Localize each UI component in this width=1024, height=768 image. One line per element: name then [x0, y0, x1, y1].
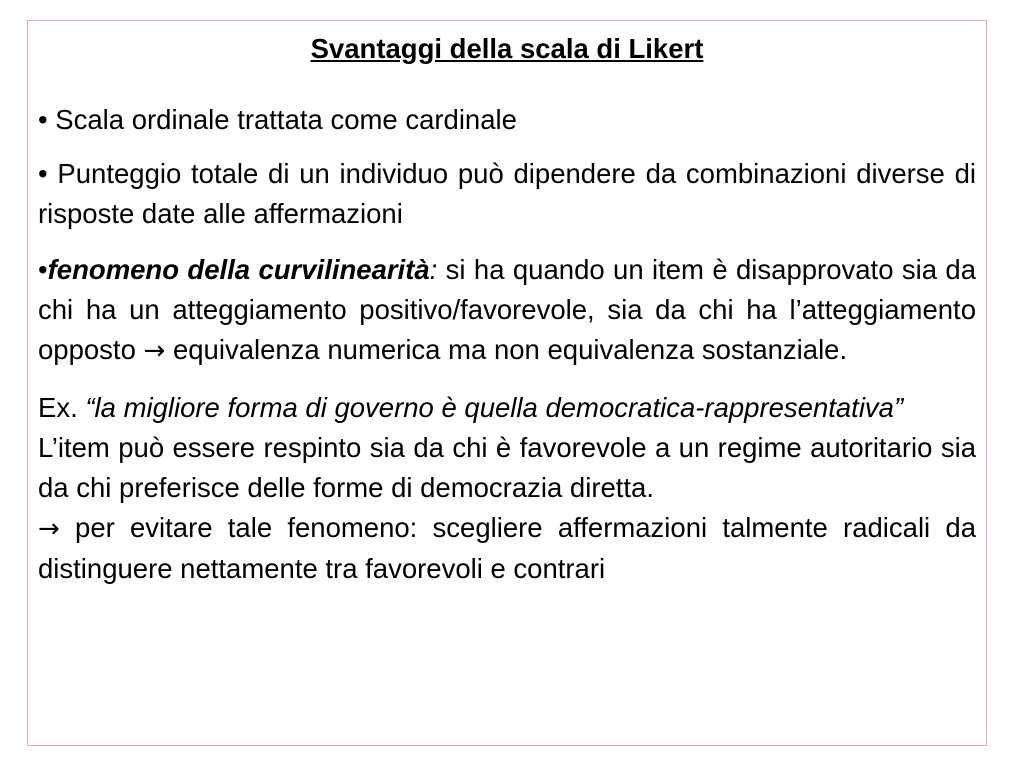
curvilinearity-definition: si ha quando un item è disapprovato sia da chi ha un atteggiamento positivo/favorevole, sia da chi ha l’atteggiamento opposto: [38, 254, 976, 365]
slide-content: [38, 28, 976, 589]
bullet-total-score: [38, 154, 976, 234]
term-colon: :: [429, 254, 438, 285]
right-arrow-icon: →: [143, 336, 166, 366]
example-quote: “la migliore forma di governo è quella democratica-rappresentativa”: [85, 392, 904, 423]
example-explanation: L’item può essere respinto sia da chi è favorevole a un regime autoritario sia da chi preferisce delle forme di democrazia diretta.: [38, 432, 976, 503]
bullet-ordinal-scale: [38, 100, 976, 140]
slide-title: Svantaggi della scala di Likert: [310, 33, 704, 64]
example-paragraph: [38, 388, 976, 589]
example-prefix: Ex.: [38, 392, 86, 423]
bullet-marker: •: [38, 254, 48, 285]
bullet-curvilinearity: [38, 250, 976, 371]
curvilinearity-consequence: equivalenza numerica ma non equivalenza sostanziale.: [165, 334, 848, 365]
bullet-marker: •: [38, 104, 48, 135]
curvilinearity-term: fenomeno della curvilinearità: [47, 254, 430, 285]
example-remedy: per evitare tale fenomeno: scegliere affermazioni talmente radicali da distinguere nettamente tra favorevoli e contrari: [38, 512, 976, 584]
bullet-marker: •: [38, 158, 48, 189]
bullet-text: Scala ordinale trattata come cardinale: [55, 104, 517, 135]
bullet-text: Punteggio totale di un individuo può dipendere da combinazioni diverse di risposte date alle affermazioni: [38, 158, 977, 229]
right-arrow-icon: →: [38, 514, 60, 544]
